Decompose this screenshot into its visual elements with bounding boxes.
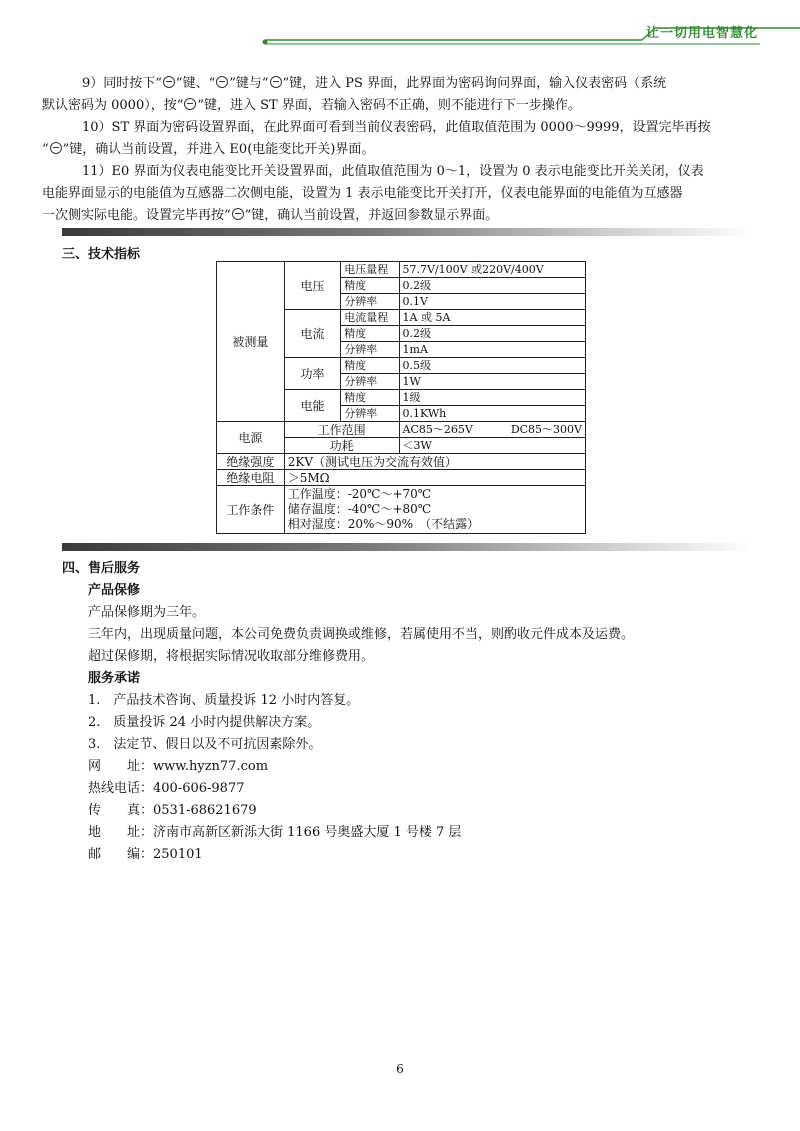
section-divider [62, 543, 752, 551]
instruction-9: 9）同时按下“ ”键、“ ”键与“ ”键，进入 PS 界面，此界面为密码询问界面，输入仪表密码（系统 默认密码为 0000），按“ ”键，进入 ST 界面，若输入密码不正确，则不能进行下一步操作。 [42, 76, 667, 113]
key-icon [232, 208, 244, 220]
section-divider [62, 228, 752, 236]
warranty-line: 产品保修期为三年。 [88, 605, 206, 620]
section-heading-service: 四、售后服务 [62, 561, 141, 576]
promise-item: 1. 产品技术咨询、质量投诉 12 小时内答复。 [88, 693, 360, 708]
promise-title: 服务承诺 [88, 671, 141, 686]
instruction-10: 10）ST 界面为密码设置界面，在此界面可看到当前仪表密码，此值取值范围为 0000～9999，设置完毕再按 “ ”键，确认当前设置，并进入 E0(电能变比开关)界面。 [42, 120, 711, 157]
spec-table: 被测量 电压 电压量程 57.7V/100V 或220V/400V 精度 0.2级 分辨率 0.1V 电流 电流量程 1A 或 5A 精度 0.2级 分辨率 1mA 功率 精度 0.5级 分辨率 1W 电能 精度 1级 分辨率 0.1KWh 电源 工作范围 AC85～265V DC85～300V 功耗 ＜3W 绝缘强度 2KV（测试电压为交流有效值） 绝缘电阻 ＞5MΩ 工作条件 工作温度：-20℃～+70℃ 储存温度：-40℃～+80℃ 相对湿度：20%～90% （不结露） [216, 261, 586, 534]
contact-hotline: 热线电话：400-606-9877 [88, 781, 245, 796]
page-number: 6 [396, 1062, 404, 1076]
promise-item: 3. 法定节、假日以及不可抗因素除外。 [88, 737, 322, 752]
contact-fax: 传 真：0531-68621679 [88, 803, 257, 818]
contact-postcode: 邮 编：250101 [88, 847, 203, 862]
contact-address: 地 址：济南市高新区新泺大街 1166 号奥盛大厦 1 号楼 7 层 [88, 825, 462, 840]
key-icon [216, 76, 228, 88]
warranty-line: 三年内，出现质量问题，本公司免费负责调换或维修，若属使用不当，则酌收元件成本及运费。 [88, 627, 635, 642]
key-icon [163, 76, 175, 88]
contact-website: 网 址：www.hyzn77.com [88, 759, 269, 774]
section-heading-spec: 三、技术指标 [62, 247, 141, 262]
promise-item: 2. 质量投诉 24 小时内提供解决方案。 [88, 715, 321, 730]
key-icon [270, 76, 282, 88]
key-icon [184, 98, 196, 110]
header-slogan: 让一切用电智慧化 [645, 26, 758, 41]
warranty-title: 产品保修 [88, 583, 141, 598]
key-icon [50, 142, 62, 154]
warranty-line: 超过保修期，将根据实际情况收取部分维修费用。 [88, 649, 375, 664]
instruction-11: 11）E0 界面为仪表电能变比开关设置界面，此值取值范围为 0～1，设置为 0 表示电能变比开关关闭，仪表 电能界面显示的电能值为互感器二次侧电能，设置为 1 表示电能变比开关打开，仪表电能界面的电能值为互感器 一次侧实际电能。设置完毕再按“ ”键，确认当前设置，并返回参数显示界面。 [42, 164, 704, 223]
